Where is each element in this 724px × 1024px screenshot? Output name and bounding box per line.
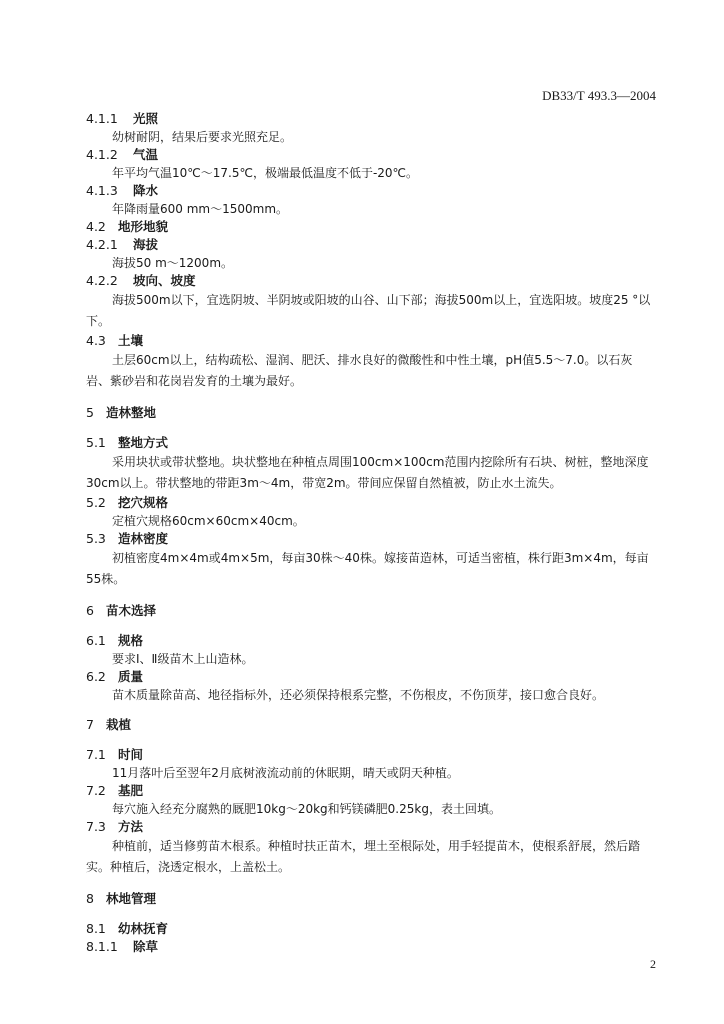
section-title: 除草	[133, 939, 159, 954]
section-number: 4.1.3	[86, 183, 118, 198]
section-number: 5.1	[86, 435, 106, 450]
section-title: 挖穴规格	[118, 495, 169, 510]
section-heading	[86, 632, 656, 650]
section-title: 林地管理	[106, 891, 157, 906]
section-number: 8.1	[86, 921, 106, 936]
section-number: 7.3	[86, 819, 106, 834]
section-paragraph: 海拔50 m～1200m。	[112, 256, 234, 270]
section-heading	[86, 146, 656, 164]
section-number: 5	[86, 405, 94, 420]
section-title: 苗木选择	[106, 603, 157, 618]
section-number: 4.1.2	[86, 147, 118, 162]
chapter-heading	[86, 716, 656, 734]
section-number: 7.2	[86, 783, 106, 798]
section-heading	[86, 746, 656, 764]
section-title: 规格	[118, 633, 144, 648]
section-heading	[86, 182, 656, 200]
section-number: 4.3	[86, 333, 106, 348]
section-title: 幼林抚育	[118, 921, 169, 936]
section-number: 4.2	[86, 219, 106, 234]
section-title: 降水	[133, 183, 159, 198]
section-title: 质量	[118, 669, 144, 684]
section-title: 光照	[133, 111, 159, 126]
section-heading	[86, 920, 656, 938]
section-title: 造林密度	[118, 531, 169, 546]
section-paragraph: 年降雨量600 mm～1500mm。	[112, 202, 289, 216]
page-number: 2	[650, 957, 656, 971]
section-paragraph: 苗木质量除苗高、地径指标外，还必须保持根系完整，不伤根皮，不伤顶芽，接口愈合良好。	[112, 688, 605, 702]
section-paragraph: 土层60cm以上，结构疏松、湿润、肥沃、排水良好的微酸性和中性土壤，pH值5.5～7.0。以石灰岩、紫砂岩和花岗岩发育的土壤为最好。	[86, 353, 633, 388]
section-number: 5.3	[86, 531, 106, 546]
section-title: 方法	[118, 819, 144, 834]
section-title: 气温	[133, 147, 159, 162]
section-paragraph: 年平均气温10℃～17.5℃，极端最低温度不低于-20℃。	[112, 166, 419, 180]
section-title: 基肥	[118, 783, 144, 798]
section-number: 4.2.2	[86, 273, 118, 288]
section-title: 坡向、坡度	[133, 273, 196, 288]
section-heading	[86, 110, 656, 128]
section-paragraph: 11月落叶后至翌年2月底树液流动前的休眠期，晴天或阴天种植。	[112, 766, 459, 780]
section-number: 7.1	[86, 747, 106, 762]
document-code: DB33/T 493.3—2004	[542, 88, 656, 103]
section-title: 造林整地	[106, 405, 157, 420]
section-heading	[86, 782, 656, 800]
section-number: 6.1	[86, 633, 106, 648]
section-title: 整地方式	[118, 435, 169, 450]
section-number: 4.1.1	[86, 111, 118, 126]
section-heading	[86, 332, 656, 350]
document-body	[86, 110, 656, 956]
section-number: 6.2	[86, 669, 106, 684]
section-number: 4.2.1	[86, 237, 118, 252]
section-paragraph: 采用块状或带状整地。块状整地在种植点周围100cm×100cm范围内挖除所有石块、树桩，整地深度30cm以上。带状整地的带距3m～4m，带宽2m。带间应保留自然植被，防止水土流失。	[86, 455, 649, 490]
section-paragraph: 海拔500m以下，宜选阴坡、半阴坡或阳坡的山谷、山下部；海拔500m以上，宜选阳坡。坡度25 °以下。	[86, 293, 651, 328]
section-paragraph: 每穴施入经充分腐熟的厩肥10kg～20kg和钙镁磷肥0.25kg，表土回填。	[112, 802, 501, 816]
section-heading	[86, 938, 656, 956]
section-title: 时间	[118, 747, 144, 762]
section-title: 地形地貌	[118, 219, 169, 234]
section-heading	[86, 668, 656, 686]
section-title: 土壤	[118, 333, 144, 348]
section-heading	[86, 530, 656, 548]
chapter-heading	[86, 404, 656, 422]
chapter-heading	[86, 602, 656, 620]
section-number: 8.1.1	[86, 939, 118, 954]
chapter-heading	[86, 890, 656, 908]
section-heading	[86, 494, 656, 512]
section-paragraph: 要求Ⅰ、Ⅱ级苗木上山造林。	[112, 652, 254, 666]
section-paragraph: 幼树耐阴，结果后要求光照充足。	[112, 130, 293, 144]
section-number: 5.2	[86, 495, 106, 510]
section-number: 6	[86, 603, 94, 618]
section-number: 8	[86, 891, 94, 906]
section-number: 7	[86, 717, 94, 732]
section-heading	[86, 236, 656, 254]
section-title: 栽植	[106, 717, 132, 732]
section-paragraph: 初植密度4m×4m或4m×5m，每亩30株～40株。嫁接苗造林，可适当密植，株行距3m×4m，每亩55株。	[86, 551, 649, 586]
section-paragraph: 定植穴规格60cm×60cm×40cm。	[112, 514, 305, 528]
section-paragraph: 种植前，适当修剪苗木根系。种植时扶正苗木，埋土至根际处，用手轻提苗木，使根系舒展，然后踏实。种植后，浇透定根水，上盖松土。	[86, 839, 641, 874]
section-title: 海拔	[133, 237, 159, 252]
section-heading	[86, 272, 656, 290]
section-heading	[86, 218, 656, 236]
section-heading	[86, 434, 656, 452]
section-heading	[86, 818, 656, 836]
